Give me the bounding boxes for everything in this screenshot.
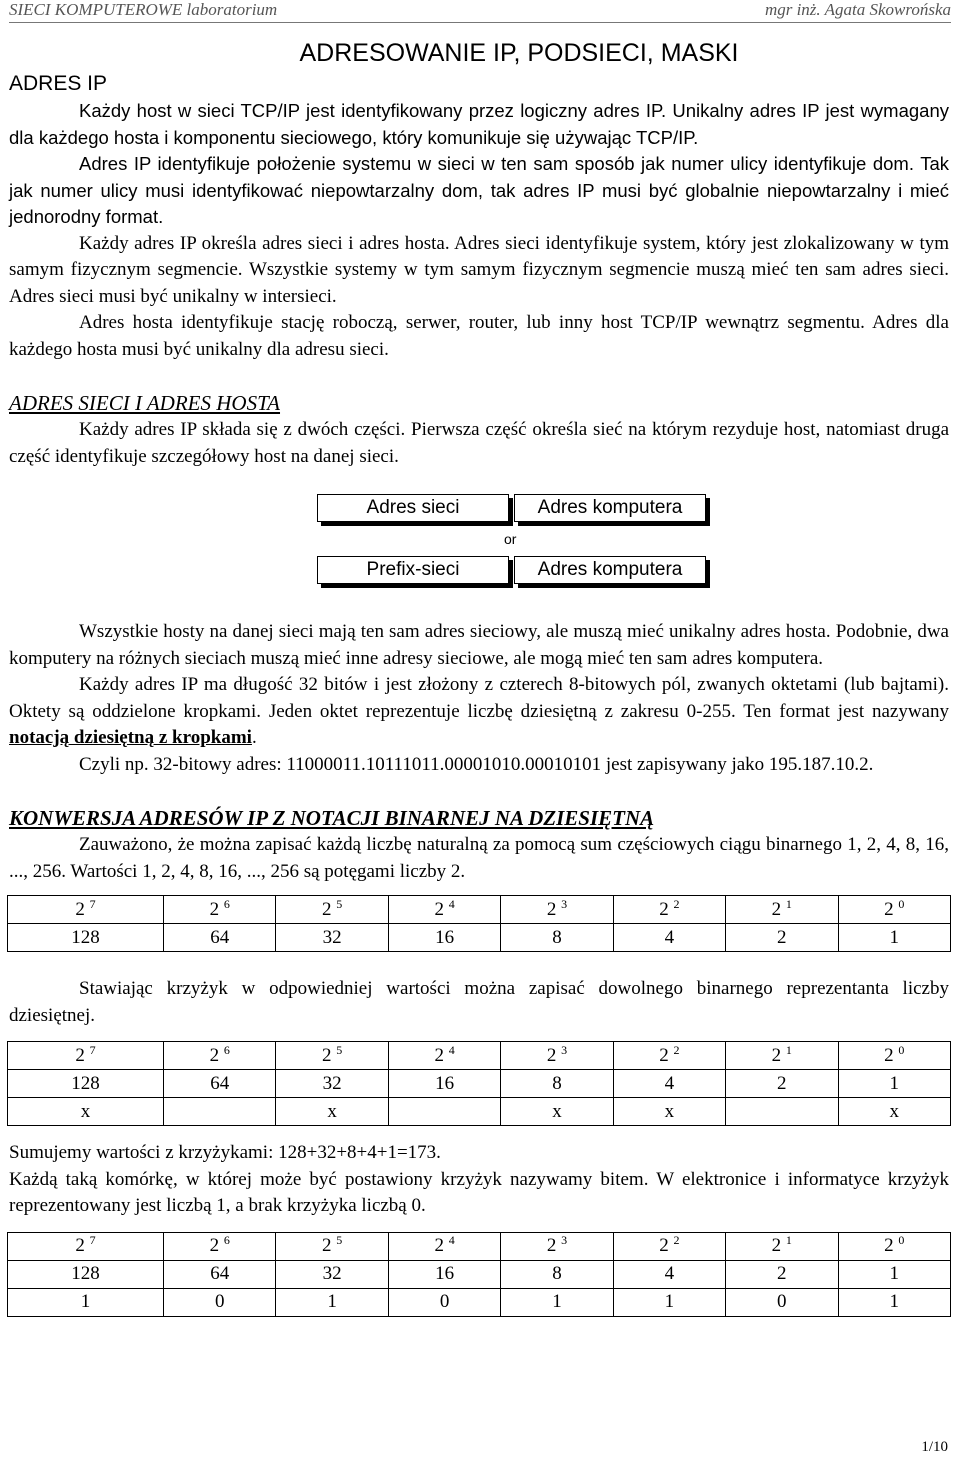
power-cell [501,1042,613,1070]
bit-cell: 0 [726,1288,838,1316]
power-cell [388,896,500,924]
power-cell [276,1232,388,1260]
power-cell [726,1232,838,1260]
power-cell [726,1042,838,1070]
power-exponent: 2 [673,1233,680,1247]
power-cell [8,1042,164,1070]
table-row [8,896,951,924]
power-exponent: 1 [785,1042,792,1057]
power-exponent: 1 [785,1233,792,1247]
power-exponent: 0 [898,896,905,911]
bit-cell: 1 [8,1288,164,1316]
mark-cell: x [501,1098,613,1126]
power-base: 2 [884,898,894,920]
section-heading-adres-ip: ADRES IP [9,72,108,95]
power-base: 2 [322,898,332,920]
power-base: 2 [771,898,782,920]
text-span: . [251,727,257,748]
table-row [8,924,951,952]
power-base: 2 [771,1235,782,1256]
value-cell: 4 [613,1260,725,1288]
bit-cell: 0 [388,1288,500,1316]
power-base: 2 [771,1044,782,1066]
power-exponent: 0 [898,1042,905,1057]
power-cell [613,896,725,924]
text-span: Każdy adres IP ma długość 32 bitów i jest złożony z czterech 8-bitowych pól, zwanych oktetami (lub bajtami). Oktety są oddzielone kropkami. Jeden oktet reprezentuje liczbę dziesiętną z zakresu 0-255. Ten format jest nazywany [9,674,949,722]
power-cell [613,1232,725,1260]
paragraph: Każdy adres IP składa się z dwóch części. Pierwsza część określa sieć na którym rezyduje host, natomiast druga część identyfikuje szczegółowy host na danej sieci. [9,419,949,467]
powers-table-2 [7,1041,951,1126]
bit-cell: 1 [613,1288,725,1316]
value-cell: 64 [164,1260,276,1288]
address-structure-diagram [9,484,949,619]
paragraph: Każdy host w sieci TCP/IP jest identyfikowany przez logiczny adres IP. Unikalny adres IP jest wymagany dla każdego hosta i komponentu sieciowego, który komunikuje się używając TCP/IP. [9,100,949,148]
text-span: Adres sieci identyfikuje system, który jest zlokalizowany w tym samym fizycznym segmencie. [9,232,949,280]
power-base: 2 [209,898,220,920]
value-cell: 16 [388,1260,500,1288]
power-exponent: 5 [336,896,343,911]
table-row [8,1232,951,1260]
power-base: 2 [434,1235,444,1256]
power-base: 2 [546,898,557,920]
paragraph: Każdą taką komórkę, w której może być postawiony krzyżyk nazywamy bitem. W elektronice i informatyce krzyżyk reprezentowany jest liczbą 1, a brak krzyżyka liczbą 0. [9,1168,949,1216]
powers-table-3 [7,1232,951,1317]
power-base: 2 [209,1044,220,1066]
power-cell [388,1042,500,1070]
power-cell [838,1042,951,1070]
bit-cell: 1 [838,1288,951,1316]
power-base: 2 [546,1235,557,1256]
table-row [8,1070,951,1098]
power-base: 2 [75,898,85,920]
value-cell: 2 [726,924,838,952]
mark-cell: x [8,1098,164,1126]
value-cell: 16 [388,1070,500,1098]
power-base: 2 [884,1235,894,1256]
value-cell: 2 [726,1070,838,1098]
power-exponent: 4 [448,1042,455,1057]
power-cell [501,896,613,924]
power-base: 2 [884,1044,894,1066]
power-base: 2 [659,898,669,920]
bit-cell: 0 [164,1288,276,1316]
table-row [8,1042,951,1070]
value-cell: 4 [613,924,725,952]
power-exponent: 7 [89,896,96,911]
paragraph: Wszystkie hosty na danej sieci mają ten sam adres sieciowy, ale muszą mieć unikalny adres hosta. Podobnie, dwa komputery na różnych sieciach muszą mieć inne adresy sieciowe, ale mogą mieć ten sam adres komputera. [9,621,949,669]
bit-cell: 1 [501,1288,613,1316]
power-base: 2 [75,1235,85,1256]
network-prefix-box: Prefix-sieci [317,556,509,584]
text-span: Tak jak numer ulicy musi identyfikować niepowtarzalny dom, tak adres IP musi być globalnie niepowtarzalny i mieć jednorodny format. [9,153,949,227]
text-span: Wszystkie systemy w tym samym fizycznym segmencie muszą mieć ten sam adres sieci. Adres sieci musi być unikalny w intersieci. [9,259,949,307]
paragraph: Zauważono, że można zapisać każdą liczbę naturalną za pomocą sum częściowych ciągu binarnego 1, 2, 4, 8, 16, ..., 256. Wartości 1, 2, 4, 8, 16, ..., 256 są potęgami liczby 2. [9,834,949,882]
power-cell [388,1232,500,1260]
power-base: 2 [434,1044,444,1066]
power-cell [276,1042,388,1070]
value-cell: 128 [8,1070,164,1098]
power-cell [8,896,164,924]
power-cell [838,1232,951,1260]
power-exponent: 3 [561,1233,568,1247]
power-base: 2 [659,1235,669,1256]
power-exponent: 6 [223,896,230,911]
value-cell: 32 [276,924,388,952]
power-exponent: 0 [898,1233,905,1247]
mark-cell: x [838,1098,951,1126]
value-cell: 8 [501,924,613,952]
page-header [9,0,951,22]
mark-cell: x [276,1098,388,1126]
power-exponent: 1 [785,896,792,911]
power-cell [164,896,276,924]
power-exponent: 7 [89,1233,96,1247]
paragraph [9,151,949,231]
power-base: 2 [75,1044,85,1066]
value-cell: 32 [276,1260,388,1288]
power-cell [164,1232,276,1260]
power-cell [613,1042,725,1070]
table-row [8,1098,951,1126]
power-exponent: 7 [89,1042,96,1057]
paragraph: Sumujemy wartości z krzyżykami: 128+32+8+4+1=173. [9,1142,441,1163]
header-rule [9,22,951,23]
table-row [8,1260,951,1288]
power-exponent: 3 [561,896,568,911]
section-heading-konwersja: KONWERSJA ADRESÓW IP Z NOTACJI BINARNEJ NA DZIESIĘTNĄ [9,806,655,830]
power-exponent: 3 [561,1042,568,1057]
value-cell: 1 [838,1260,951,1288]
power-base: 2 [209,1235,220,1256]
value-cell: 64 [164,1070,276,1098]
paragraph [9,672,949,752]
power-exponent: 4 [448,1233,455,1247]
power-base: 2 [322,1044,332,1066]
power-cell [8,1232,164,1260]
value-cell: 1 [838,924,951,952]
value-cell: 64 [164,924,276,952]
power-exponent: 5 [336,1233,343,1247]
value-cell: 16 [388,924,500,952]
value-cell: 4 [613,1070,725,1098]
power-base: 2 [322,1235,332,1256]
text-span: Każdy adres IP określa adres sieci i adres hosta. [79,232,450,254]
or-label: or [504,531,517,547]
value-cell: 32 [276,1070,388,1098]
power-exponent: 4 [448,896,455,911]
value-cell: 128 [8,924,164,952]
page-content [9,38,949,1317]
power-exponent: 6 [223,1042,230,1057]
power-exponent: 6 [223,1233,230,1247]
table-row [8,1288,951,1316]
value-cell: 128 [8,1260,164,1288]
header-author: mgr inż. Agata Skowrońska [764,0,951,19]
value-cell: 1 [838,1070,951,1098]
power-cell [276,896,388,924]
paragraph: Stawiając krzyżyk w odpowiedniej wartości można zapisać dowolnego binarnego reprezentanta liczby dziesiętnej. [9,978,949,1026]
power-cell [501,1232,613,1260]
mark-cell [164,1098,276,1126]
powers-table-1 [7,895,951,952]
value-cell: 8 [501,1260,613,1288]
power-exponent: 2 [673,1042,680,1057]
value-cell: 8 [501,1070,613,1098]
host-address-box: Adres komputera [514,494,706,522]
section-heading-adres-sieci: ADRES SIECI I ADRES HOSTA [9,391,281,415]
power-base: 2 [659,1044,669,1066]
dotted-decimal-term: notacją dziesiętną z kropkami [9,727,252,748]
paragraph [9,231,949,311]
document-title: ADRESOWANIE IP, PODSIECI, MASKI [299,39,739,67]
paragraph: Adres hosta identyfikuje stację roboczą, serwer, router, lub inny host TCP/IP wewnątrz segmentu. Adres dla każdego hosta musi być unikalny dla adresu sieci. [9,312,949,360]
paragraph: Czyli np. 32-bitowy adres: 11000011.10111011.00001010.00010101 jest zapisywany jako 195.187.10.2. [79,753,874,775]
power-exponent: 2 [673,896,680,911]
power-cell [838,896,951,924]
mark-cell [388,1098,500,1126]
power-cell [726,896,838,924]
mark-cell [726,1098,838,1126]
header-course: SIECI KOMPUTEROWE laboratorium [9,0,278,19]
spacer [9,778,949,804]
value-cell: 2 [726,1260,838,1288]
bit-cell: 1 [276,1288,388,1316]
power-exponent: 5 [336,1042,343,1057]
power-base: 2 [434,898,444,920]
host-address-box: Adres komputera [514,556,706,584]
power-cell [164,1042,276,1070]
network-address-box: Adres sieci [317,494,509,522]
power-base: 2 [546,1044,557,1066]
mark-cell: x [613,1098,725,1126]
page-number: 1/10 [921,1439,948,1455]
spacer [9,363,949,389]
text-span: Adres IP identyfikuje położenie systemu w sieci w ten sam sposób jak numer ulicy identyfikuje dom. [79,153,914,174]
